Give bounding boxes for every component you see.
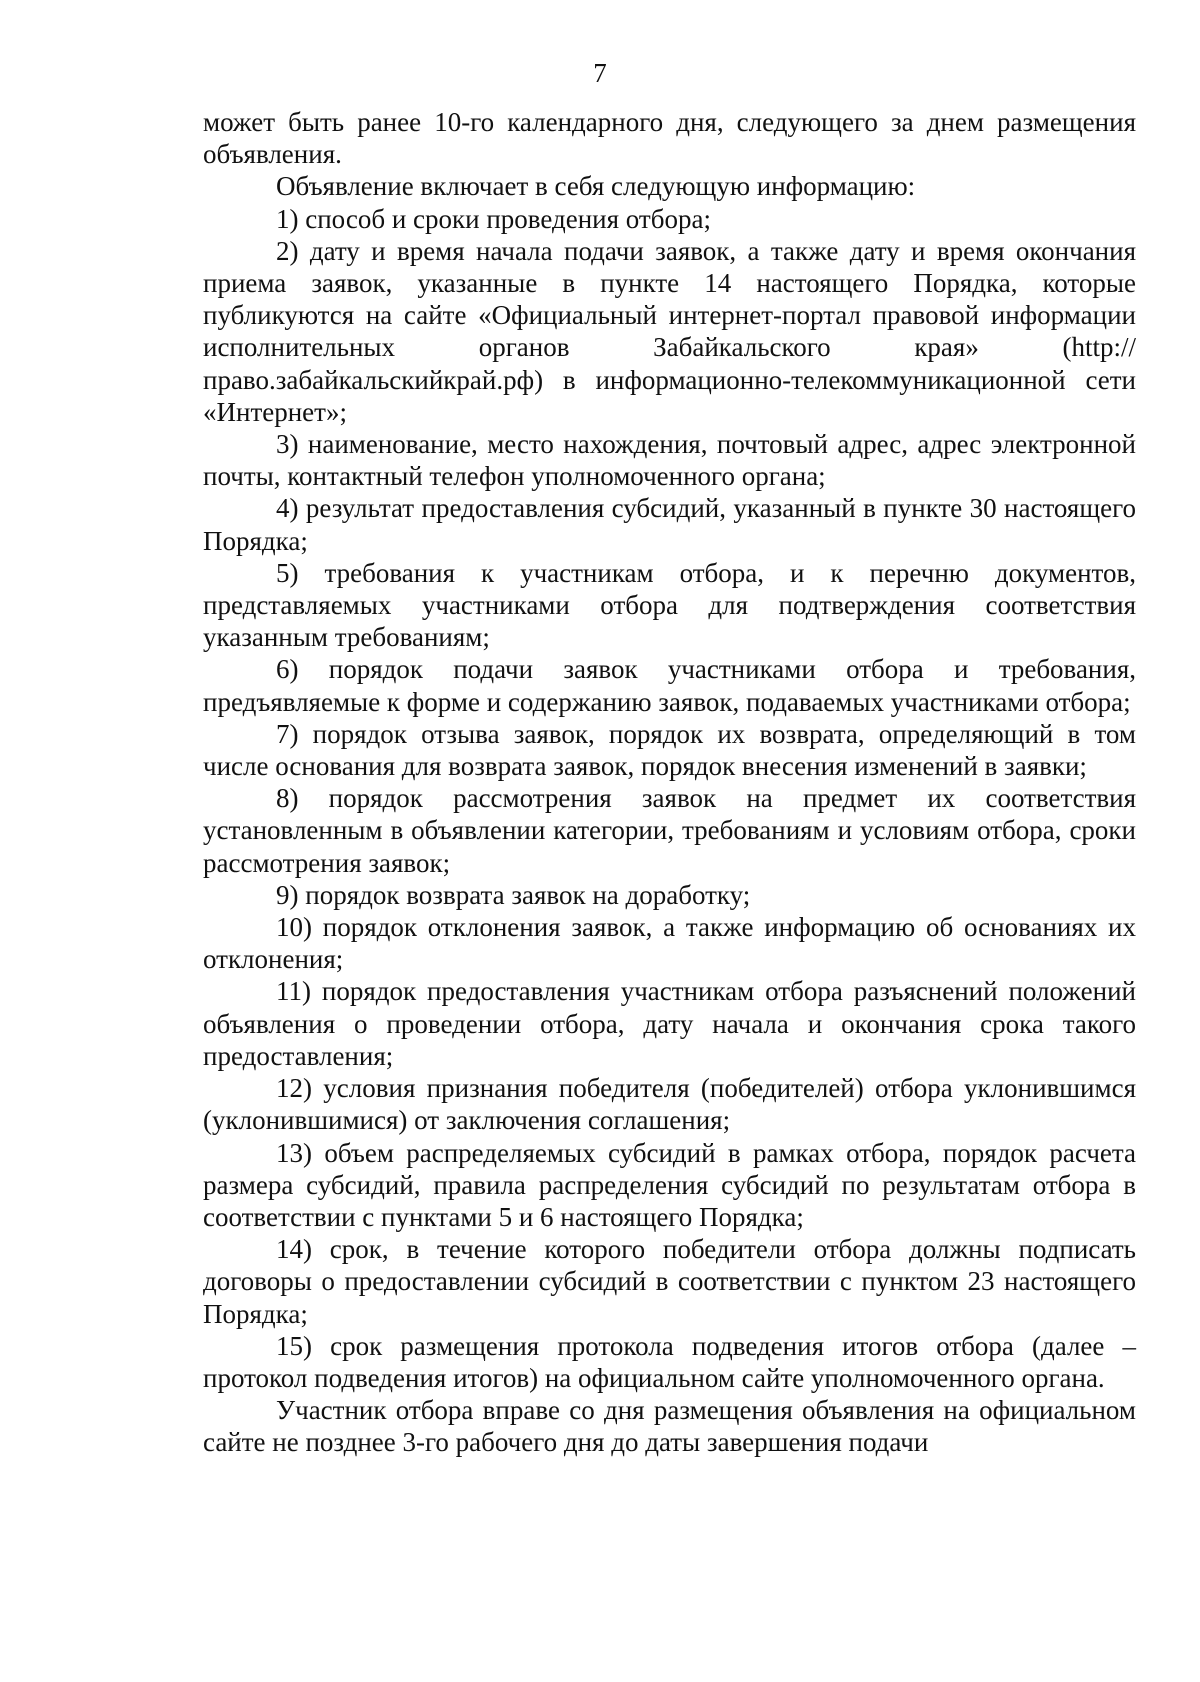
paragraph-participant: Участник отбора вправе со дня размещения объявления на официальном сайте не позднее 3-го рабочего дня до даты завершения подачи: [203, 1395, 1136, 1458]
paragraph-continuation: может быть ранее 10-го календарного дня, следующего за днем размещения объявления.: [203, 107, 1136, 170]
list-item-7: 7) порядок отзыва заявок, порядок их возврата, определяющий в том числе основания для возврата заявок, порядок внесения изменений в заявки;: [203, 718, 1136, 782]
list-item-10: 10) порядок отклонения заявок, а также информацию об основаниях их отклонения;: [203, 912, 1136, 975]
list-item-2: 2) дату и время начала подачи заявок, а также дату и время окончания приема заявок, указанные в пункте 14 настоящего Порядка, которые публикуются на сайте «Официальный интернет-портал правовой информации исполнительных органов Забайкальского края» (http://право.забайкальскийкрай.рф) в информационно-телекоммуникационной сети «Интернет»;: [203, 235, 1136, 427]
list-item-9: 9) порядок возврата заявок на доработку;: [276, 879, 751, 910]
list-item-12: 12) условия признания победителя (победителей) отбора уклонившимся (уклонившимися) от заключения соглашения;: [203, 1073, 1136, 1136]
document-body: [203, 106, 1136, 1459]
list-item-15: 15) срок размещения протокола подведения итогов отбора (далее – протокол подведения итогов) на официальном сайте уполномоченного органа.: [203, 1330, 1136, 1393]
list-item-1: 1) способ и сроки проведения отбора;: [276, 203, 711, 234]
paragraph-intro: Объявление включает в себя следующую информацию:: [276, 171, 916, 202]
list-item-14: 14) срок, в течение которого победители отбора должны подписать договоры о предоставлении субсидий в соответствии с пунктом 23 настоящего Порядка;: [203, 1234, 1136, 1329]
list-item-11: 11) порядок предоставления участникам отбора разъяснений положений объявления о проведении отбора, дату начала и окончания срока такого предоставления;: [203, 976, 1136, 1071]
list-item-3: 3) наименование, место нахождения, почтовый адрес, адрес электронной почты, контактный телефон уполномоченного органа;: [203, 429, 1136, 492]
list-item-5: 5) требования к участникам отбора, и к перечню документов, представляемых участниками отбора для подтверждения соответствия указанным требованиям;: [203, 557, 1136, 653]
list-item-4: 4) результат предоставления субсидий, указанный в пункте 30 настоящего Порядка;: [203, 493, 1136, 556]
list-item-13: 13) объем распределяемых субсидий в рамках отбора, порядок расчета размера субсидий, правила распределения субсидий по результатам отбора в соответствии с пунктами 5 и 6 настоящего Порядка;: [203, 1137, 1136, 1232]
page-number: 7: [593, 58, 607, 88]
list-item-6: 6) порядок подачи заявок участниками отбора и требования, предъявляемые к форме и содержанию заявок, подаваемых участниками отбора;: [203, 654, 1136, 717]
list-item-8: 8) порядок рассмотрения заявок на предмет их соответствия установленным в объявлении категории, требованиям и условиям отбора, сроки рассмотрения заявок;: [203, 783, 1136, 878]
